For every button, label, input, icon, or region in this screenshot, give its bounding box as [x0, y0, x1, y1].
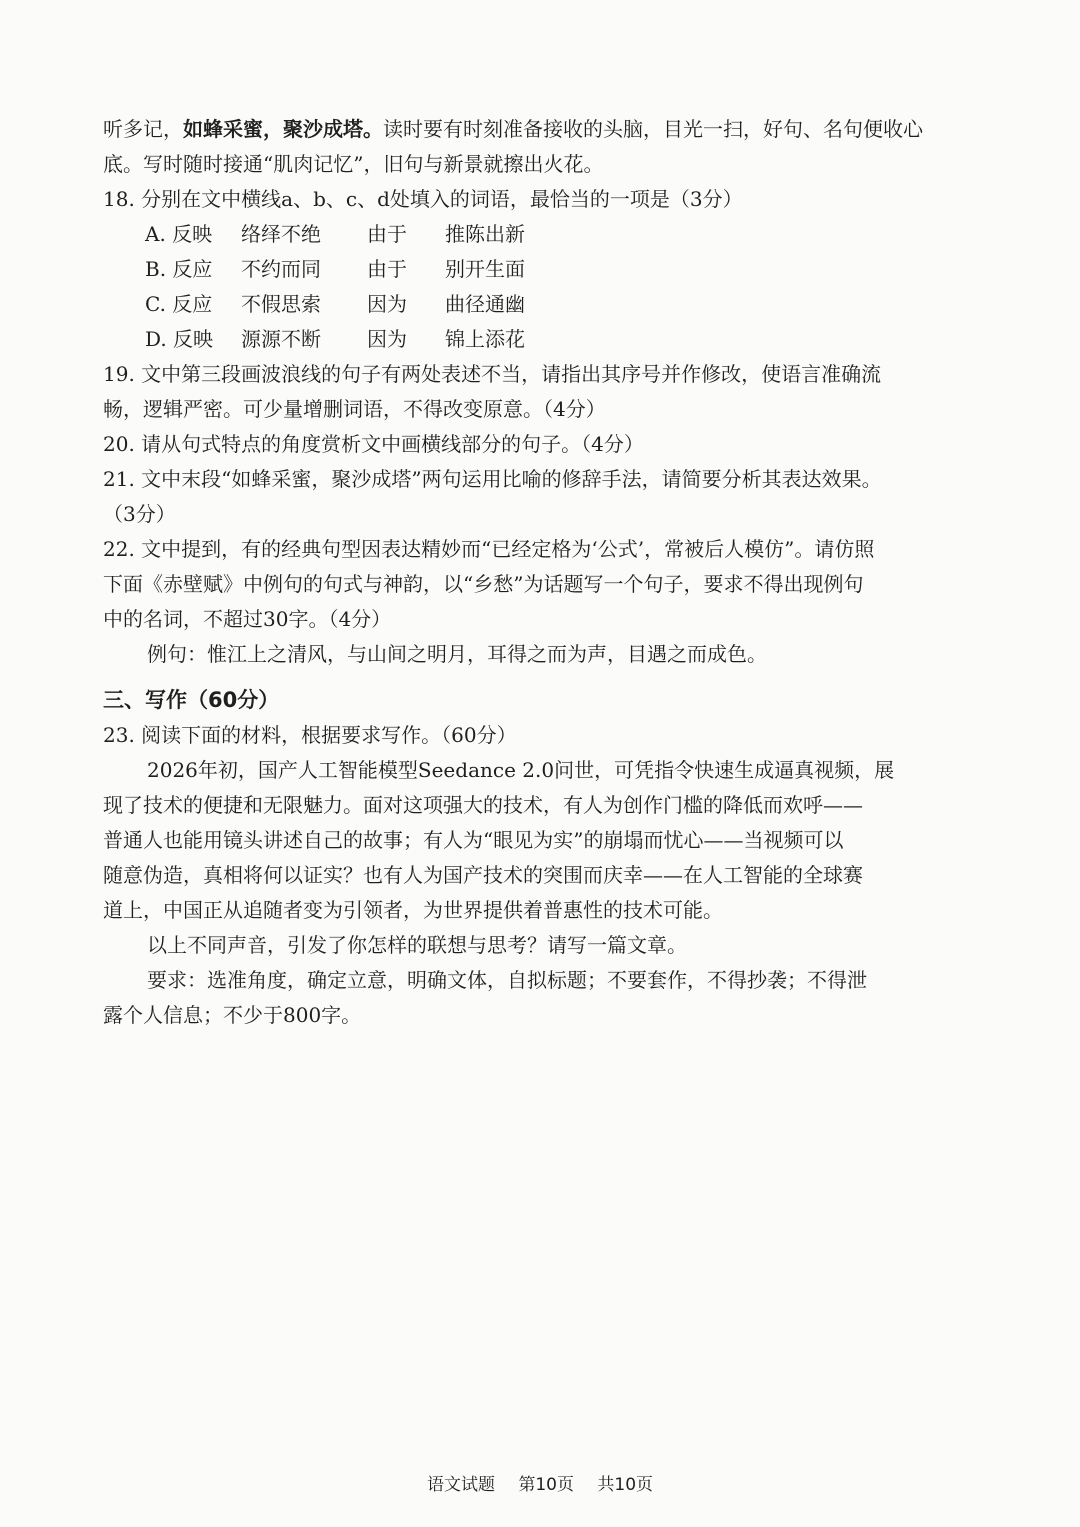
option-word: 不假思索 — [241, 292, 321, 316]
q23-para1-line: 随意伪造，真相将何以证实？也有人为国产技术的突围而庆幸——在人工智能的全球赛 — [103, 863, 863, 887]
q22-example: 例句：惟江上之清风，与山间之明月，耳得之而为声，目遇之而成色。 — [147, 642, 767, 666]
q23-para1-line: 道上，中国正从追随者变为引领者，为世界提供着普惠性的技术可能。 — [103, 898, 723, 922]
footer-subject: 语文试题 — [426, 1475, 495, 1495]
option-word: 别开生面 — [445, 257, 525, 281]
intro-text: 读时要有时刻准备接收的头脑，目光一扫，好句、名句便收心 — [383, 117, 923, 141]
q18-option-c — [103, 287, 983, 322]
option-word: 络绎不绝 — [241, 222, 321, 246]
page-footer — [0, 1470, 1080, 1495]
intro-line-1 — [103, 112, 983, 147]
q18-option-b — [103, 252, 983, 287]
intro-text: 听多记， — [103, 117, 183, 141]
option-label: B. 反应 — [145, 257, 213, 281]
section-title-writing: 三、写作（60分） — [103, 688, 280, 712]
q20-line-1: 20. 请从句式特点的角度赏析文中画横线部分的句子。（4分） — [103, 432, 644, 456]
footer-total-pages: 共10页 — [597, 1475, 654, 1495]
q22-line-3: 中的名词，不超过30字。（4分） — [103, 607, 392, 631]
option-label: C. 反应 — [145, 292, 213, 316]
footer-page-number: 第10页 — [518, 1475, 574, 1495]
q22-line-1: 22. 文中提到，有的经典句型因表达精妙而“已经定格为‘公式’，常被后人模仿”。请仿照 — [103, 537, 875, 561]
q23-requirement-line-2: 露个人信息；不少于800字。 — [103, 1003, 362, 1027]
option-label: D. 反映 — [145, 327, 214, 351]
q23-para1-line: 普通人也能用镜头讲述自己的故事；有人为“眼见为实”的崩塌而忧心——当视频可以 — [103, 828, 844, 852]
option-word: 由于 — [367, 222, 407, 246]
option-word: 推陈出新 — [445, 222, 525, 246]
q23-stem: 23. 阅读下面的材料，根据要求写作。（60分） — [103, 723, 517, 747]
q23-requirement-line-1: 要求：选准角度，确定立意，明确文体，自拟标题；不要套作，不得抄袭；不得泄 — [147, 968, 867, 992]
page-content — [103, 112, 983, 1033]
q22-line-2: 下面《赤壁赋》中例句的句式与神韵，以“乡愁”为话题写一个句子，要求不得出现例句 — [103, 572, 864, 596]
q19-line-2: 畅，逻辑严密。可少量增删词语，不得改变原意。（4分） — [103, 397, 606, 421]
q23-para1-line: 现了技术的便捷和无限魅力。面对这项强大的技术，有人为创作门槛的降低而欢呼—— — [103, 793, 863, 817]
option-label: A. 反映 — [145, 222, 213, 246]
q21-line-2: （3分） — [103, 502, 176, 526]
q23-para2: 以上不同声音，引发了你怎样的联想与思考？请写一篇文章。 — [147, 933, 687, 957]
option-word: 由于 — [367, 257, 407, 281]
option-word: 因为 — [367, 292, 407, 316]
q21-line-1: 21. 文中末段“如蜂采蜜，聚沙成塔”两句运用比喻的修辞手法，请简要分析其表达效果。 — [103, 467, 882, 491]
q18-option-d — [103, 322, 983, 357]
intro-line-2: 底。写时随时接通“肌肉记忆”，旧句与新景就擦出火花。 — [103, 152, 604, 176]
intro-bold-text: 如蜂采蜜，聚沙成塔。 — [183, 117, 383, 141]
q18-stem: 18. 分别在文中横线a、b、c、d处填入的词语，最恰当的一项是（3分） — [103, 187, 743, 211]
option-word: 曲径通幽 — [445, 292, 525, 316]
option-word: 源源不断 — [241, 327, 321, 351]
option-word: 锦上添花 — [445, 327, 525, 351]
option-word: 因为 — [367, 327, 407, 351]
option-word: 不约而同 — [241, 257, 321, 281]
q19-line-1: 19. 文中第三段画波浪线的句子有两处表述不当，请指出其序号并作修改，使语言准确流 — [103, 362, 882, 386]
q23-para1-line: 2026年初，国产人工智能模型Seedance 2.0问世，可凭指令快速生成逼真视频，展 — [147, 758, 895, 782]
q18-option-a — [103, 217, 983, 252]
